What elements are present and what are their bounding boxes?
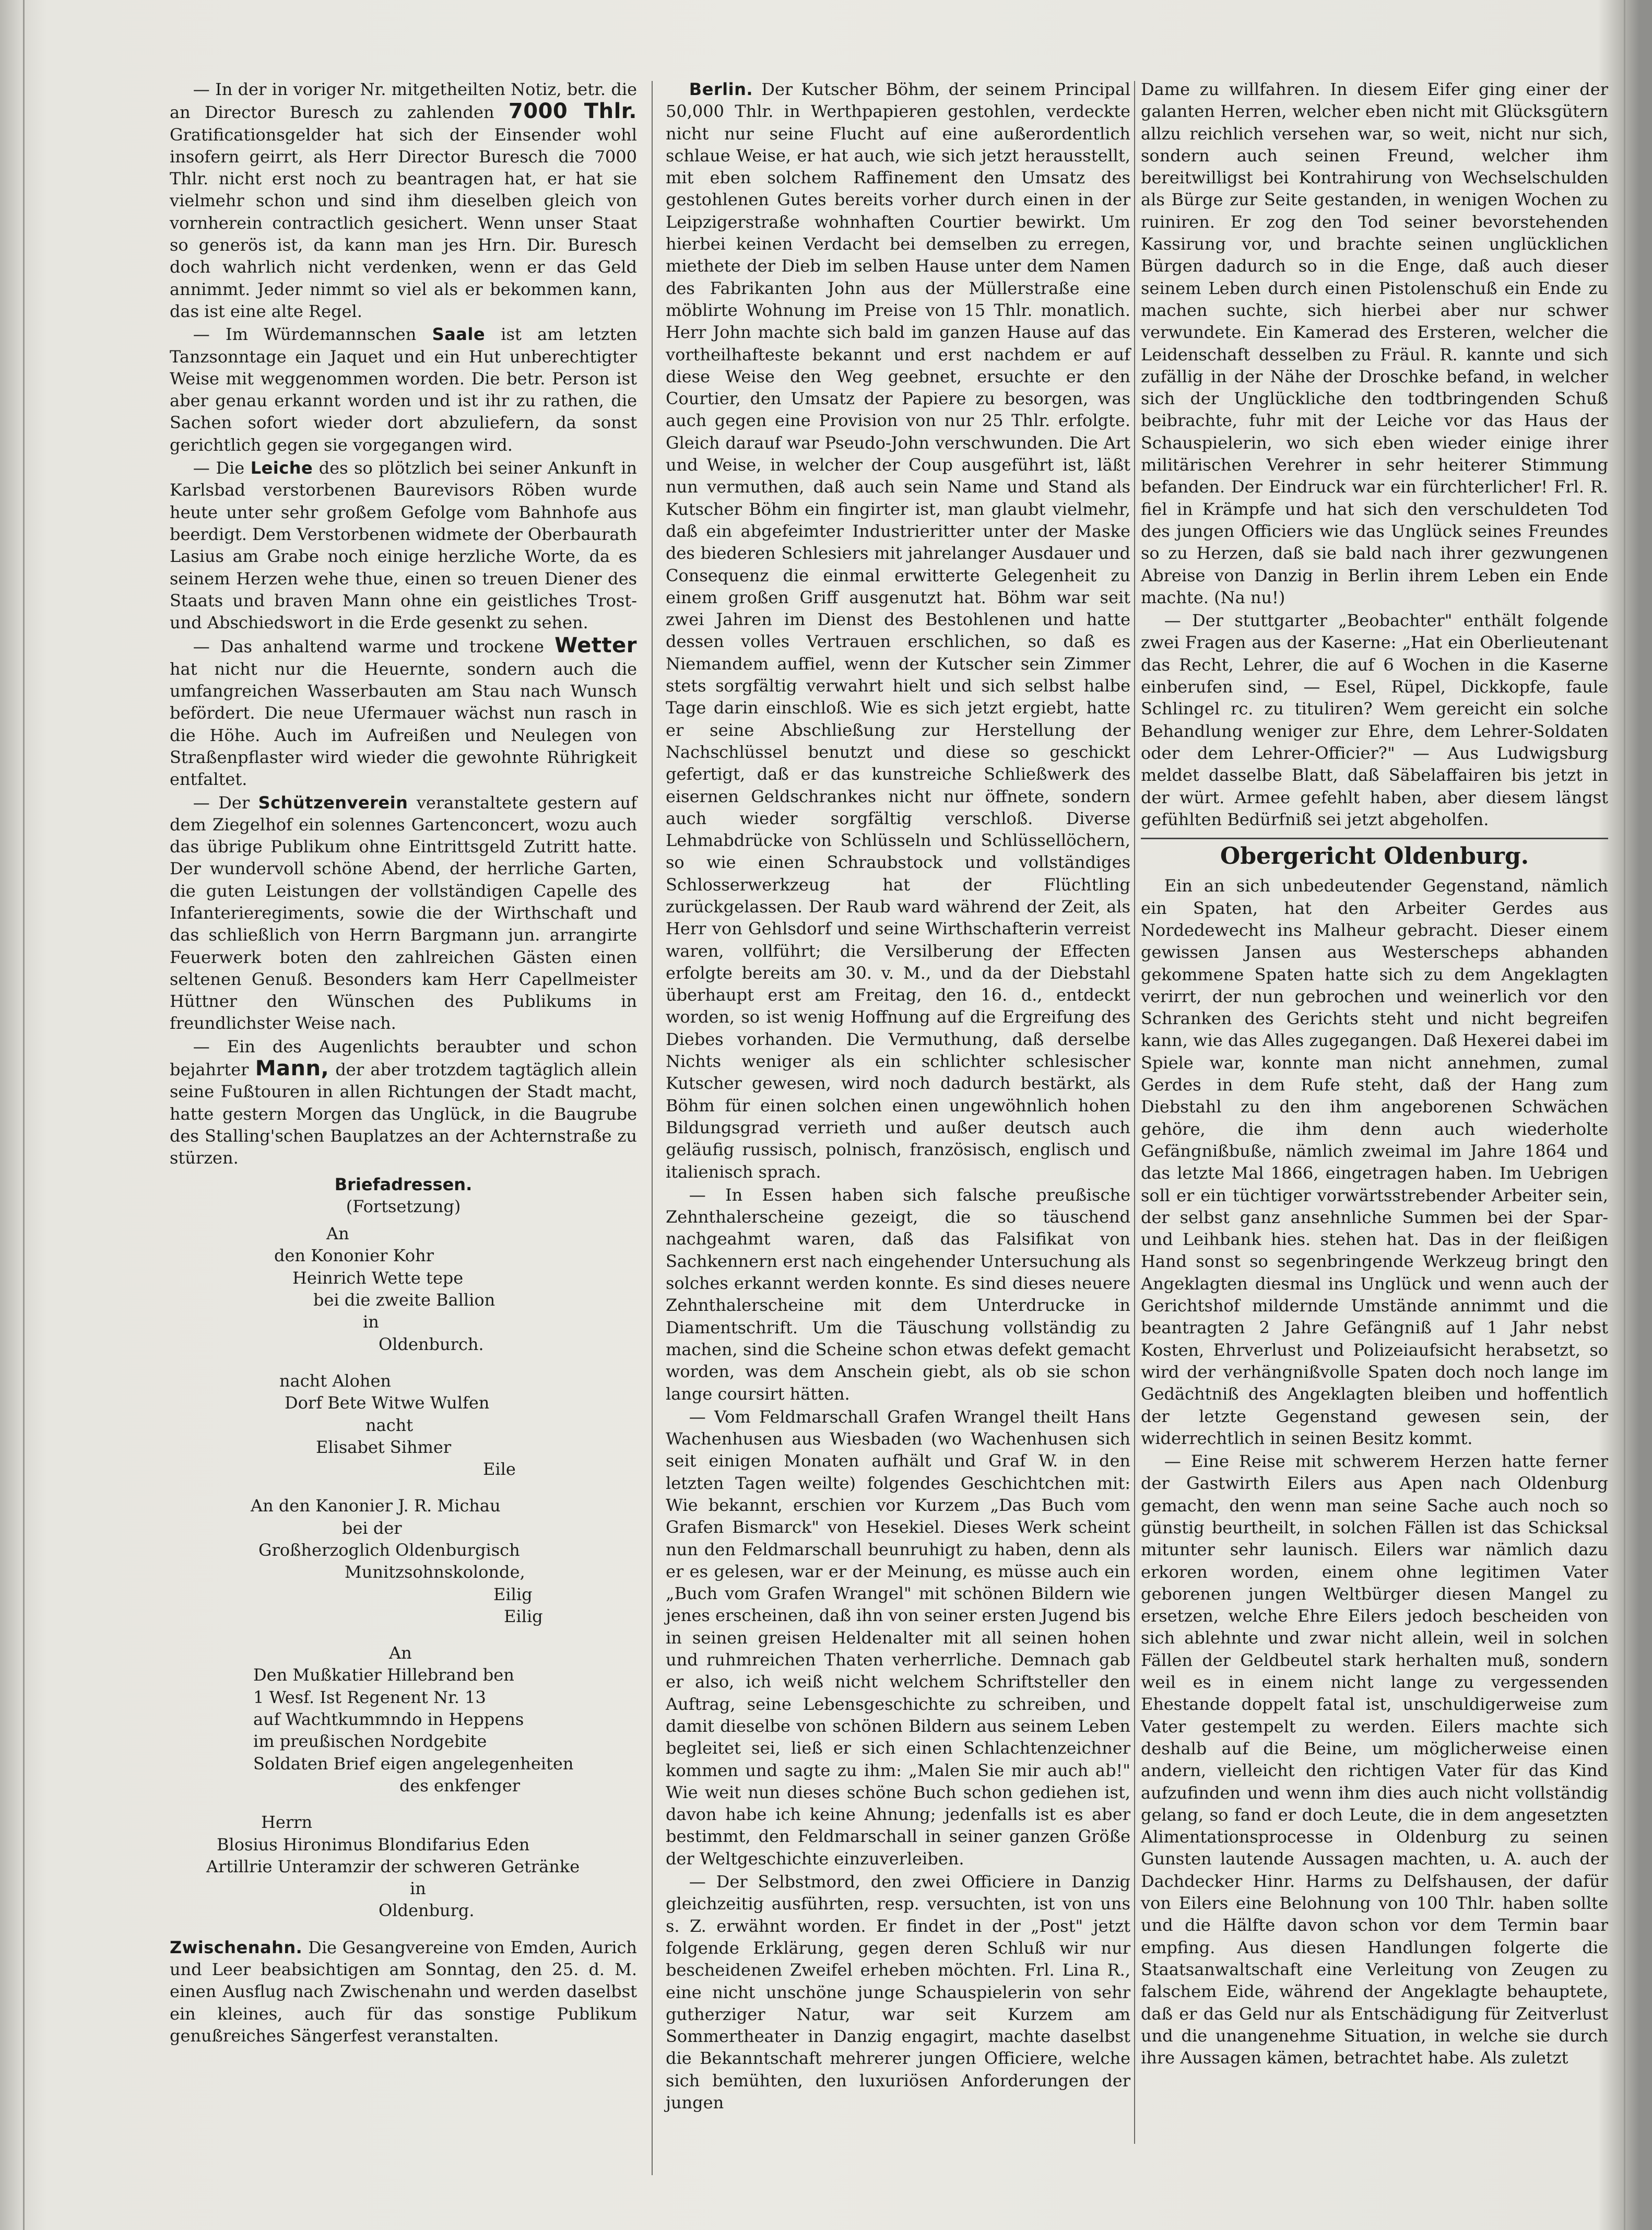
address-line: Eile	[483, 1459, 516, 1480]
column-3	[1141, 78, 1608, 2070]
article-keyword: Berlin.	[689, 79, 753, 99]
article-danzig: — Der Selbstmord, den zwei Officiere in Danzig gleichzeitig ausführten, resp. versuchten, ist von uns s. Z. erwähnt worden. Er findet in der „Post" jetzt folgende Erklärung, gegen deren Schluß wir nur bescheidenen Zweifel erheben möchten. Frl. Lina R., eine nicht unschöne junge Schauspielerin von sehr gutherziger Natur, war seit Kurzem am Sommertheater in Danzig engagirt, machte daselbst die Bekanntschaft mehrerer jungen Officiere, welche sich bemühten, den luxuriösen Anforderungen der jungen	[666, 1872, 1130, 2113]
article-text: hat nicht nur die Heuernte, sondern auch die umfangreichen Wasserbauten am Stau nach Wunsch befördert. Die neue Ufermauer wächst nun rasch in die Höhe. Auch im Aufreißen und Neulegen von Straßenpflaster wird wieder die gewohnte Rührigkeit entfaltet.	[170, 659, 637, 790]
briefadressen-subheading: (Fortsetzung)	[346, 1196, 461, 1216]
address-line: in	[410, 1879, 426, 1899]
address-line: Oldenburch.	[379, 1334, 484, 1354]
address-line: Elisabet Sihmer	[316, 1437, 452, 1457]
article-wrangel: — Vom Feldmarschall Grafen Wrangel theilt Hans Wachenhusen aus Wiesbaden (wo Wachenhusen sich seit einigen Monaten aufhält und Graf W. in den letzten Tagen weilte) folgendes Geschichtchen mit: Wie bekannt, erschien vor Kurzem „Das Buch vom Grafen Bismarck" von Hesekiel. Dieses Werk scheint nun den Feldmarschall beunruhigt zu haben, denn als er es gelesen, war er der Meinung, es müsse auch ein „Buch vom Grafen Wrangel" mit schönen Bildern wie jenes erscheinen, daß ihn von seiner ersten Jugend bis in seinen greisen Heldenalter mit all seinen hohen und ruhmreichen Thaten verherrliche. Demnach gab er also, ich weiß nicht welchem Schriftsteller den Auftrag, seine Lebensgeschichte zu schreiben, und damit dieselbe von schönen Bildern aus seinem Leben begleitet sei, ließ er sich einen Schlachtenzeichner kommen und sagte zu ihm: „Malen Sie mir auch ab!" Wie weit nun dieses schöne Buch schon gediehen ist, davon habe ich keine Ahnung; jedenfalls ist es aber bestimmt, den Feldmarschall in seiner ganzen Größe der Weltgeschichte einzuverleiben.	[666, 1406, 1130, 1869]
address-line: nacht Alohen	[279, 1370, 392, 1391]
article-spaten: Ein an sich unbedeutender Gegenstand, nämlich ein Spaten, hat den Arbeiter Gerdes aus Nordedewecht ins Malheur gebracht. Dieser einem gewissen Jansen aus Westerscheps abhanden gekommene Spaten hatte sich zu dem Angeklagten verirrt, der nun gebrochen und weinerlich vor den Schranken des Gerichts steht und nicht begreifen kann, wie das Alles zugegangen. Daß Hexerei dabei im Spiele war, konnte man nicht annehmen, zumal Gerdes in dem Rufe steht, daß der Hang zum Diebstahl zu den ihm angeborenen Schwächen gehöre, die ihm denn auch wiederholte Gefängnißbuße, nämlich zweimal im Jahre 1864 und das letzte Mal 1866, eingetragen haben. Im Uebrigen soll er ein tüchtiger vorwärtsstrebender Arbeiter sein, der selbst ganz ansehnliche Summen bei der Spar- und Leihbank hies. stehen hat. Das in der fleißigen Hand sonst so segenbringende Werkzeug bringt den Angeklagten diesmal ins Unglück und wenn auch der Gerichtshof mildernde Umstände annimmt und die beantragten 2 Jahre Gefängniß auf 1 Jahr nebst Kosten, Ehrverlust und Polizeiaufsicht herabsetzt, so wird der verhängnißvolle Spaten doch noch lange im Gedächtniß des Angeklagten bleiben und hoffentlich der letzte Gegenstand gewesen sein, der widerrechtlich in seinen Besitz kommt.	[1141, 876, 1608, 1448]
article-wetter	[170, 635, 637, 790]
article-keyword: Leiche	[250, 458, 313, 478]
article-text: — Der	[193, 792, 250, 813]
article-text: — Im Würdemannschen	[193, 324, 417, 345]
article-text: — Ein des Augenlichts beraubter und schon bejahrter	[170, 1036, 637, 1080]
article-text: des so plötzlich bei seiner Ankunft in Karlsbad verstorbenen Baurevisors Röben wurde heute unter sehr großem Gefolge vom Bahnhofe aus beerdigt. Dem Verstorbenen widmete der Oberbaurath Lasius am Grabe noch einige herzliche Worte, da es seinem Herzen wehe thue, einen so treuen Diener des Staats und braven Mann ohne ein geistliches Trost- und Abschiedswort in die Erde gesenkt zu sehen.	[170, 458, 638, 633]
address-line: An	[389, 1643, 412, 1663]
address-line: Herrn	[261, 1812, 313, 1833]
article-keyword: Schützenverein	[258, 792, 408, 813]
address-line: nacht	[365, 1415, 414, 1435]
column-rule-1	[652, 81, 653, 2175]
article-keyword: Mann,	[255, 1057, 329, 1081]
address-line: auf Wachtkummndo in Heppens	[253, 1709, 524, 1730]
section-divider	[1141, 838, 1608, 839]
address-line: Heinrich Wette tepe	[292, 1267, 464, 1288]
address-line: Eilig	[504, 1606, 543, 1626]
article-keyword: Wetter	[554, 633, 637, 658]
article-keyword: Saale	[432, 324, 486, 345]
address-line: im preußischen Nordgebite	[253, 1731, 487, 1752]
letter-address-4	[170, 1642, 637, 1797]
address-line: bei der	[342, 1518, 402, 1538]
address-line: Eilig	[493, 1584, 533, 1604]
address-line: Soldaten Brief eigen angelegenheiten	[253, 1753, 574, 1774]
article-text: veranstaltete gestern auf dem Ziegelhof ein solennes Gartenconcert, wozu auch das übrige Publikum ohne Eintrittsgeld Zutritt hatte. Der wundervoll schöne Abend, der herrliche Garten, die guten Leistungen der vollständigen Capelle des Infanterieregiments, sowie die der Wirthschaft und das schließlich von Herrn Bargmann jun. arrangirte Feuerwerk boten den zahlreichen Gästen einen seltenen Genuß. Besonders kam Herr Capellmeister Hüttner den Wünschen des Publikums in freundlichster Weise nach.	[170, 792, 637, 1034]
column-1	[170, 78, 637, 2048]
column-rule-2	[1134, 81, 1135, 2144]
address-line: den Kononier Kohr	[274, 1246, 434, 1266]
section-title-obergericht: Obergericht Oldenburg.	[1220, 843, 1529, 870]
article-director-buresch	[170, 78, 637, 322]
address-line: An den Kanonier J. R. Michau	[251, 1496, 501, 1516]
letter-address-5	[170, 1811, 637, 1921]
article-stuttgart: — Der stuttgarter „Beobachter" enthält folgende zwei Fragen aus der Kaserne: „Hat ein Oberlieutenant das Recht, Lehrer, die auf 6 Wochen in die Kaserne einberufen sind, — Esel, Rüpel, Dickkopfe, faule Schlingel rc. zu tituliren? Wem gereicht ein solche Behandlung weniger zur Ehre, dem Lehrer-Soldaten oder dem Lehrer-Officier?" — Aus Ludwigsburg meldet dasselbe Blatt, daß Säbelaffairen bis jetzt in der würt. Armee gefehlt haben, aber diesem längst gefühlten Bedürfniß sei jetzt abgeholfen.	[1141, 611, 1608, 829]
article-text: Die Gesangvereine von Emden, Aurich und Leer beabsichtigen am Sonntag, den 25. d. M. einen Ausflug nach Zwischenahn und werden daselbst ein kleines, auch für das sonstige Publikum genußreiches Sängerfest veranstalten.	[170, 1937, 638, 2046]
letter-address-1	[170, 1223, 637, 1355]
briefadressen-heading: Briefadressen.	[334, 1174, 473, 1194]
address-line: Großherzoglich Oldenburgisch	[258, 1540, 520, 1560]
address-line: Den Mußkatier Hillebrand ben	[253, 1665, 514, 1685]
article-leiche	[170, 457, 637, 633]
address-line: in	[363, 1312, 379, 1332]
article-text: Der Kutscher Böhm, der seinem Principal 50,000 Thlr. in Werthpapieren gestohlen, verdeckte nicht nur seine Flucht auf eine außerordentlich schlaue Weise, er hat auch, wie sich jetzt herausstellt, mit eben solchem Raffinement den Umsatz des gestohlenen Gutes bereits vorher durch einen in der Leipzigerstraße wohnhaften Courtier bewirkt. Um hierbei keinen Verdacht bei demselben zu erregen, miethete der Dieb im selben Hause unter dem Namen des Fabrikanten John aus der Müllerstraße eine möblirte Wohnung im Preise von 15 Thlr. monatlich. Herr John machte sich bald im ganzen Hause auf das vortheilhafteste bekannt und erst nachdem er auf diese Weise den Weg geebnet, ersuchte er den Courtier, den Umsatz der Papiere zu besorgen, was auch gegen eine Provision von nur 25 Thlr. erfolgte. Gleich darauf war Pseudo-John verschwunden. Die Art und Weise, in welcher der Coup ausgeführt ist, läßt nun vermuthen, daß auch sein Name und Stand als Kutscher Böhm ein fingirter ist, man glaubt vielmehr, daß ein abgefeimter Industrieritter unter der Maske des biederen Schlesiers mit jahrelanger Ausdauer und Consequenz die einmal erwitterte Gelegenheit zu einem großen Griff ausgenutzt hat. Böhm war seit zwei Jahren im Dienst des Bestohlenen und hatte dessen volles Vertrauen erschlichen, so daß es Niemandem auffiel, wenn der Kutscher sein Zimmer stets sorgfältig verwahrt hielt und sich selbst halbe Tage darin einschloß. Wie es sich jetzt ergiebt, hatte er seine Abschließung zur Herstellung der Nachschlüssel benutzt und diese so geschickt gefertigt, daß er das kunstreiche Schließwerk des eisernen Geldschrankes nicht nur öffnete, sondern auch wieder sorgfältig verschloß. Diverse Lehmabdrücke von Schlüsseln und Schlüssellöchern, so wie einen Schraubstock und vollständiges Schlosserwerkzeug hat der Flüchtling zurückgelassen. Der Raub ward während der Zeit, als Herr von Gehlsdorf und seine Wirthschafterin verreist waren, vollführt; die Versilberung der Effecten erfolgte bereits am 30. v. M., und da der Diebstahl überhaupt erst am Freitag, den 16. d., entdeckt worden, so ist wenig Hoffnung auf die Ergreifung des Diebes vorhanden. Die Vermuthung, daß derselbe Nichts weniger als ein schlichter schlesischer Kutscher gewesen, wird noch dadurch bestärkt, als Böhm für einen solchen einen ungewöhnlich hohen Bildungsgrad verrieth und außer deutsch auch geläufig russisch, polnisch, französisch, englisch und italienisch sprach.	[666, 79, 1131, 1182]
article-essen: — In Essen haben sich falsche preußische Zehnthalerscheine gezeigt, die so täuschend nachgeahmt waren, daß das Falsifikat von Sachkennern erst nach eingehender Untersuchung als solches erkannt werden konnte. Es sind dieses neuere Zehnthalerscheine mit dem Unterdrucke in Diamentschrift. Um die Täuschung vollständig zu machen, sind die Scheine schon etwas defekt gemacht worden, was dem Anschein giebt, als ob sie schon lange coursirt hätten.	[666, 1184, 1130, 1404]
article-text: ist am letzten Tanzsonntage ein Jaquet und ein Hut unberechtigter Weise mit weggenommen worden. Die betr. Person ist aber genau erkannt worden und ist ihr zu rathen, die Sachen sofort wieder dort abzuliefern, da sonst gerichtlich gegen sie vorgegangen wird.	[170, 324, 638, 455]
article-text: — Die	[193, 458, 245, 478]
address-line: Dorf Bete Witwe Wulfen	[285, 1393, 490, 1413]
address-line: Blosius Hironimus Blondifarius Eden	[217, 1834, 530, 1855]
address-line: bei die zweite Ballion	[313, 1290, 495, 1310]
letter-address-3	[170, 1495, 637, 1627]
address-line: Oldenburg.	[379, 1900, 475, 1921]
article-danzig-continued: Dame zu willfahren. In diesem Eifer ging einer der galanten Herren, welcher eben nicht mit Glücksgütern allzu reichlich versehen war, so weit, nicht nur sich, sondern auch seinen Freund, welcher ihm bereitwilligst bei Kontrahirung von Wechselschulden als Bürge zur Seite gestanden, in wenigen Wochen zu ruiniren. Er zog den Tod seiner bevorstehenden Kassirung vor, und brachte seinen unglücklichen Bürgen dadurch so in die Enge, daß auch dieser seinem Leben durch einen Pistolenschuß ein Ende zu machen suchte, sich hierbei aber nur schwer verwundete. Ein Kamerad des Ersteren, welcher die Leidenschaft desselben zu Fräul. R. kannte und sich zufällig in der Nähe der Droschke befand, in welcher sich der Unglückliche den todtbringenden Schuß beibrachte, fuhr mit der Leiche vor das Haus der Schauspielerin, wo sich eben wieder einige ihrer militärischen Verehrer in sehr heiterer Stimmung befanden. Der Eindruck war ein fürchterlicher! Frl. R. fiel in Krämpfe und hat sich den verschuldeten Tod des jungen Officiers wie das Unglück seines Freundes so zu Herzen, daß sie bald nach ihrer gezwungenen Abreise von Danzig in Berlin ihrem Leben ein Ende machte. (Na nu!)	[1141, 79, 1608, 607]
article-saale	[170, 323, 637, 456]
page-edge-left	[23, 0, 25, 2230]
article-keyword: 7000 Thlr.	[508, 99, 637, 124]
article-text: der aber trotzdem tagtäglich allein seine Fußtouren in allen Richtungen der Stadt macht, hatte gestern Morgen das Unglück, in die Baugrube des Stalling'schen Bauplatzes an der Achternstraße zu stürzen.	[170, 1060, 638, 1168]
column-2	[666, 78, 1130, 2115]
address-line: Artillrie Unteramzir der schweren Getränke	[206, 1856, 580, 1876]
article-blind-man	[170, 1036, 637, 1169]
address-line: Munitzsohnskolonde,	[345, 1562, 525, 1582]
article-berlin	[666, 78, 1130, 1183]
article-eilers: — Eine Reise mit schwerem Herzen hatte ferner der Gastwirth Eilers aus Apen nach Oldenburg gemacht, den wenn man seine Sache auch noch so günstig beurtheilt, in solchen Fällen ist das Schicksal mitunter sehr launisch. Eilers war nämlich dazu erkoren worden, einem ohne legitimen Vater geborenen jungen Weltbürger diesen Mangel zu ersetzen, welche Ehre Eilers jedoch bescheiden von sich ablehnte und zwar nicht allein, weil in solchen Fällen der Geldbeutel stark herhalten muß, sondern weil es in einem nicht lange zu vergessenden Ehestande doppelt fatal ist, unschuldigerweise zum Vater gestempelt zu werden. Eilers machte sich deshalb auf die Beine, um möglicherweise einen andern, vielleicht den richtigen Vater für das Kind aufzufinden und wenn ihm dies auch nicht vollständig gelang, so fand er doch Leute, die in dem angesetzten Alimentationsprocesse in Oldenburg zu seinen Gunsten lautende Aussagen machten, u. A. auch der Dachdecker Hinr. Harms zu Delfshausen, der dafür von Eilers eine Belohnung von 100 Thlr. haben sollte und die Hälfte davon schon vor dem Termin baar empfing. Aus diesen Handlungen folgerte die Staatsanwaltschaft eine Verleitung von Zeugen zu falschem Eide, während der Angeklagte behauptete, daß er das Geld nur als Entschädigung für Zeitverlust und die unangenehme Situation, in welche sie durch ihre Aussagen kämen, betrachtet habe. Als zuletzt	[1141, 1451, 1608, 2068]
letter-address-2	[170, 1370, 637, 1480]
address-line: An	[326, 1224, 349, 1244]
article-schuetzenverein	[170, 792, 637, 1035]
article-zwischenahn	[170, 1936, 637, 2047]
article-text: — Das anhaltend warme und trockene	[193, 637, 544, 657]
address-line: 1 Wesf. Ist Regenent Nr. 13	[253, 1687, 486, 1707]
address-line: des enkfenger	[399, 1775, 521, 1795]
article-text: Gratificationsgelder hat sich der Einsender wohl insofern geirrt, als Herr Director Buresch die 7000 Thlr. nicht erst noch zu beantragen hat, er hat sie vielmehr schon und sind ihm dieselben gleich von vornherein contractlich gesichert. Wenn unser Staat so generös ist, da kann man jes Hrn. Dir. Buresch doch wahrlich nicht verdenken, wenn er das Geld annimmt. Jeder nimmt so viel als er bekommen kann, das ist eine alte Regel.	[170, 124, 637, 321]
page-edge-right	[1624, 0, 1625, 2230]
article-text: — In der in voriger Nr. mitgetheilten Notiz, betr. die an Director Buresch zu zahlenden	[170, 79, 637, 123]
article-keyword: Zwischenahn.	[170, 1937, 303, 1957]
